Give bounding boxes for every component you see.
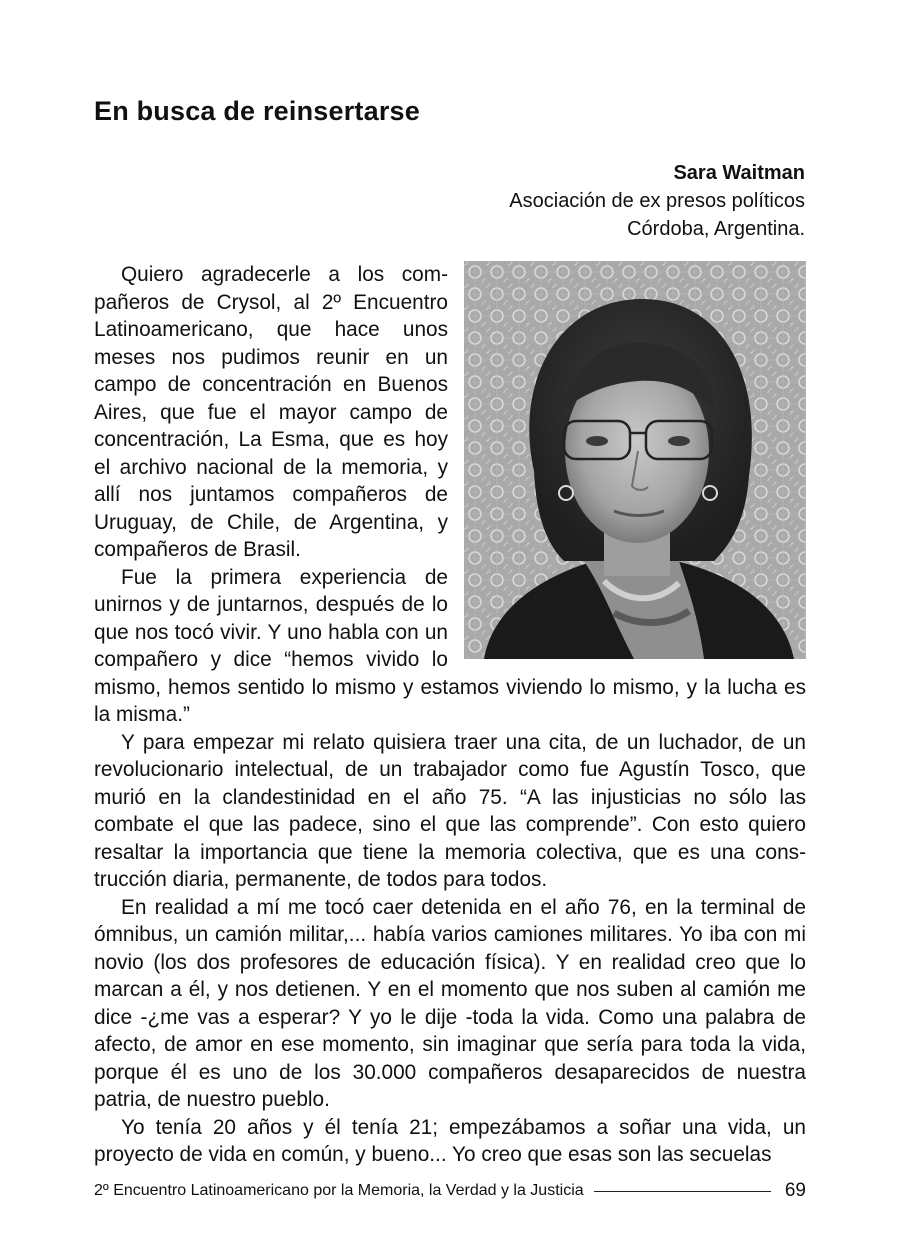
author-name: Sara Waitman [673, 162, 805, 184]
author-photo [464, 261, 806, 659]
author-organization: Asociación de ex presos políticos [509, 190, 805, 212]
page-number: 69 [784, 1180, 806, 1201]
paragraph: Quiero agradecerle a los compañeros de Crysol, al 2º Encuentro Latinoamericano, que hace unos meses nos pudimos reunir en un campo de concentración en Buenos Aires, que fue el mayor campo de concentración, La Esma, que es hoy el archivo nacional de la memoria, y allí nos juntamos compañeros de Uruguay, de Chile, de Argentina, y compañeros de Brasil. [94, 263, 448, 561]
portrait-image [464, 261, 806, 659]
paragraph: Fue la primera experiencia de unirnos y de juntarnos, después de lo que nos tocó vivir. Y uno habla con un compañero y dice “hemos vivido lo mismo, hemos sentido lo mismo y estamos viviendo lo mismo, y la lucha es la misma.” [94, 565, 806, 726]
page-title: En busca de reinsertarse [94, 96, 420, 126]
footer-rule [594, 1191, 771, 1192]
page-footer [94, 1180, 806, 1202]
footer-text: 2º Encuentro Latinoamericano por la Memoria, la Verdad y la Justicia [94, 1182, 584, 1199]
article-body [94, 261, 806, 1169]
author-block [305, 159, 805, 243]
paragraph: Yo tenía 20 años y él tenía 21; empezábamos a soñar una vida, un proyecto de vida en común, y bueno... Yo creo que esas son las secuelas [94, 1115, 806, 1166]
author-location: Córdoba, Argentina. [627, 218, 805, 240]
paragraph: En realidad a mí me tocó caer detenida en el año 76, en la terminal de ómnibus, un camión militar,... había varios camiones militares. Yo iba con mi novio (los dos profesores de educación física). Y en realidad creo que lo marcan a él, y nos detienen. Y en el momento que nos suben al camión me dice -¿me vas a esperar? Y yo le dije -toda la vida. Como una palabra de afecto, de amor en ese momento, sin imaginar que sería para toda la vida, porque él es uno de los 30.000 compañeros desaparecidos de nuestra patria, de nuestro pueblo. [94, 895, 806, 1111]
paragraph: Y para empezar mi relato quisiera traer una cita, de un luchador, de un revolucionario intelectual, de un trabajador como fue Agustín Tosco, que murió en la clandestinidad en el año 75. “A las injusticias no sólo las combate el que las padece, sino el que las comprende”. Con esto quiero resaltar la importancia que tiene la memoria colectiva, que es una construcción diaria, permanente, de todos para todos. [94, 730, 806, 891]
